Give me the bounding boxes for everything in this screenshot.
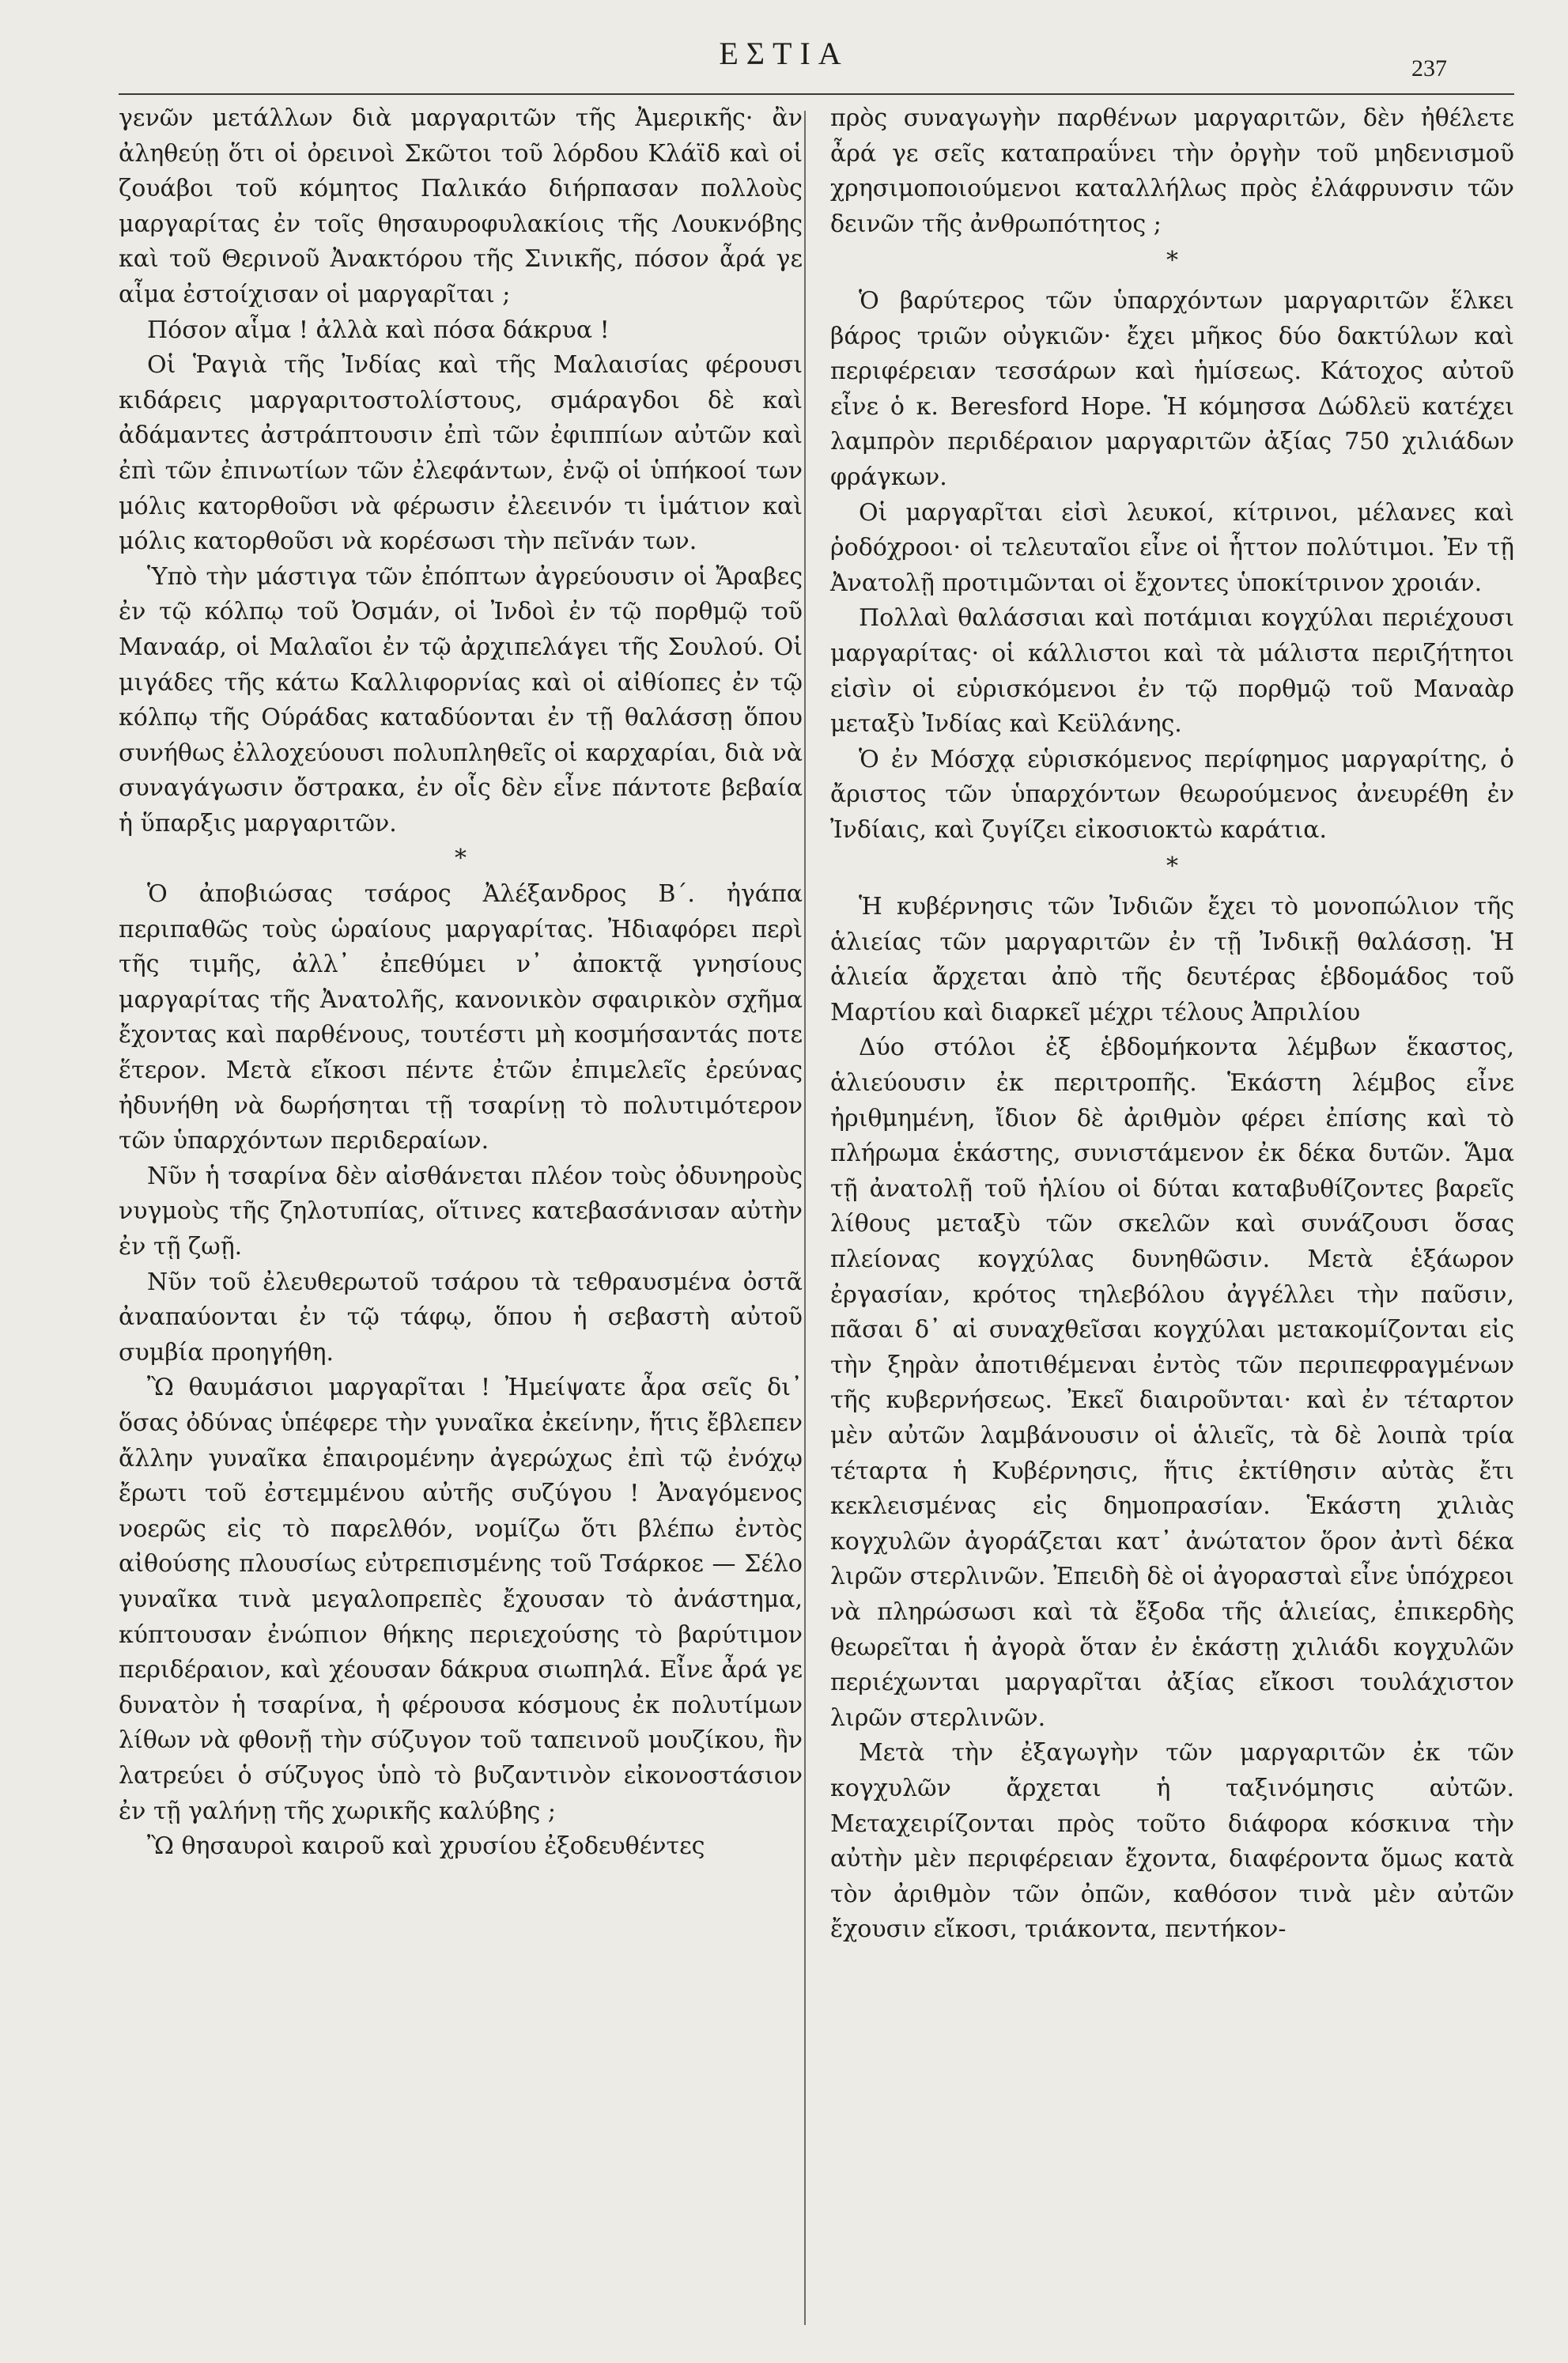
paragraph: Οἱ Ῥαγιὰ τῆς Ἰνδίας καὶ τῆς Μαλαισίας φέρουσι κιδάρεις μαργαριτοστολίστους, σμάραγδοι δὲ καὶ ἀδάμαντες ἀστράπτουσιν ἐπὶ τῶν ἐφιππίων αὐτῶν καὶ ἐπὶ τῶν ἐπινωτίων τῶν ἐλεφάντων, ἐνῷ οἱ ὑπήκοοί των μόλις κατορθοῦσι νὰ φέρωσιν ἐλεεινόν τι ἱμάτιον καὶ μόλις κατορθοῦσι νὰ κορέσωσι τὴν πεῖνάν των. [119,351,803,556]
right-column [830,101,1514,1948]
paragraph: Πολλαὶ θαλάσσιαι καὶ ποτάμιαι κογχύλαι περιέχουσι μαργαρίτας· οἱ κάλλιστοι καὶ τὰ μάλιστα περιζήτητοι εἰσὶν οἱ εὑρισκόμενοι ἐν τῷ πορθμῷ τοῦ Μαναὰρ μεταξὺ Ἰνδίας καὶ Κεϋλάνης. [830,604,1514,739]
paragraph: γενῶν μετάλλων διὰ μαργαριτῶν τῆς Ἀμερικῆς· ἂν ἀληθεύῃ ὅτι οἱ ὀρεινοὶ Σκῶτοι τοῦ λόρδου Κλάϊδ καὶ οἱ ζουάβοι τοῦ κόμητος Παλικάο διήρπασαν πολλοὺς μαργαρίτας ἐν τοῖς θησαυροφυλακίοις τῆς Λουκνόβης καὶ τοῦ Θερινοῦ Ἀνακτόρου τῆς Σινικῆς, πόσον ἆρά γε αἷμα ἐστοίχισαν οἱ μαργαρῖται ; [119,104,803,308]
header-rule [119,93,1514,95]
running-head-title: ΕΣΤΙΑ [719,36,849,71]
paragraph: Ὁ ἐν Μόσχᾳ εὑρισκόμενος περίφημος μαργαρίτης, ὁ ἄριστος τῶν ὑπαρχόντων θεωρούμενος ἀνευρέθη ἐν Ἰνδίαις, καὶ ζυγίζει εἰκοσιοκτὼ καράτια. [830,745,1514,844]
paragraph: Ὁ ἀποβιώσας τσάρος Ἀλέξανδρος Β΄. ἠγάπα περιπαθῶς τοὺς ὡραίους μαργαρίτας. Ἠδιαφόρει περὶ τῆς τιμῆς, ἀλλ᾽ ἐπεθύμει ν᾽ ἀποκτᾷ γνησίους μαργαρίτας τῆς Ἀνατολῆς, κανονικὸν σφαιρικὸν σχῆμα ἔχοντας καὶ παρθένους, τουτέστι μὴ κοσμήσαντάς ποτε ἕτερον. Μετὰ εἴκοσι πέντε ἐτῶν ἐπιμελεῖς ἐρεύνας ἠδυνήθη νὰ δωρήσηται τῇ τσαρίνῃ τὸ πολυτιμότερον τῶν ὑπαρχόντων περιδεραίων. [119,880,803,1155]
section-separator-asterisk: * [455,845,467,873]
section-separator-asterisk: * [1166,247,1178,275]
paragraph: Ὢ θησαυροὶ καιροῦ καὶ χρυσίου ἐξοδευθέντες [147,1832,705,1861]
column-divider [804,111,806,2325]
left-column [119,101,803,1865]
paragraph: Πόσον αἷμα ! ἀλλὰ καὶ πόσα δάκρυα ! [147,316,610,344]
paragraph: Δύο στόλοι ἐξ ἑβδομήκοντα λέμβων ἕκαστος, ἁλιεύουσιν ἐκ περιτροπῆς. Ἑκάστη λέμβος εἶνε ἠριθμημένη, ἴδιον δὲ ἀριθμὸν φέρει ἐπίσης καὶ τὸ πλήρωμα ἑκάστης, συνιστάμενον ἐκ δέκα δυτῶν. Ἅμα τῇ ἀνατολῇ τοῦ ἡλίου οἱ δύται καταβυθίζοντες βαρεῖς λίθους μεταξὺ τῶν σκελῶν καὶ συνάζουσι ὅσας πλείονας κογχύλας δυνηθῶσιν. Μετὰ ἑξάωρον ἐργασίαν, κρότος τηλεβόλου ἀγγέλλει τὴν παῦσιν, πᾶσαι δ᾽ αἱ συναχθεῖσαι κογχύλαι μετακομίζονται εἰς τὴν ξηρὰν ἀποτιθέμεναι ἐντὸς τῶν περιπεφραγμένων τῆς κυβερνήσεως. Ἐκεῖ διαιροῦνται· καὶ ἐν τέταρτον μὲν αὐτῶν λαμβάνουσιν οἱ ἁλιεῖς, τὰ δὲ λοιπὰ τρία τέταρτα ἡ Κυβέρνησις, ἥτις ἐκτίθησιν αὐτὰς ἔτι κεκλεισμένας εἰς δημοπρασίαν. Ἑκάστη χιλιὰς κογχυλῶν ἀγοράζεται κατ᾽ ἀνώτατον ὅρον ἀντὶ δέκα λιρῶν στερλινῶν. Ἐπειδὴ δὲ οἱ ἀγορασταὶ εἶνε ὑπόχρεοι νὰ πληρώσωσι καὶ τὰ ἔξοδα τῆς ἁλιείας, ἐπικερδὴς θεωρεῖται ἡ ἀγορὰ ὅταν ἐν ἑκάστῃ χιλιάδι κογχυλῶν περιέχωνται μαργαρῖται ἀξίας εἴκοσι τουλάχιστον λιρῶν στερλινῶν. [830,1034,1514,1732]
paragraph: Νῦν τοῦ ἐλευθερωτοῦ τσάρου τὰ τεθραυσμένα ὀστᾶ ἀναπαύονται ἐν τῷ τάφῳ, ὅπου ἡ σεβαστὴ αὐτοῦ συμβία προηγήθη. [119,1268,803,1367]
section-separator-asterisk: * [1166,853,1178,881]
paragraph: Οἱ μαργαρῖται εἰσὶ λευκοί, κίτρινοι, μέλανες καὶ ῥοδόχροοι· οἱ τελευταῖοι εἶνε οἱ ἧττον πολύτιμοι. Ἐν τῇ Ἀνατολῇ προτιμῶνται οἱ ἔχοντες ὑποκίτρινον χροιάν. [830,498,1514,597]
paragraph: πρὸς συναγωγὴν παρθένων μαργαριτῶν, δὲν ἠθέλετε ἆρά γε σεῖς καταπραΰνει τὴν ὀργὴν τοῦ μηδενισμοῦ χρησιμοποιούμενοι καταλλήλως πρὸς ἐλάφρυνσιν τῶν δεινῶν τῆς ἀνθρωπότητος ; [830,104,1514,238]
paragraph: Νῦν ἡ τσαρίνα δὲν αἰσθάνεται πλέον τοὺς ὀδυνηροὺς νυγμοὺς τῆς ζηλοτυπίας, οἵτινες κατεβασάνισαν αὐτὴν ἐν τῇ ζωῇ. [119,1162,803,1261]
paragraph: Ἡ κυβέρνησις τῶν Ἰνδιῶν ἔχει τὸ μονοπώλιον τῆς ἁλιείας τῶν μαργαριτῶν ἐν τῇ Ἰνδικῇ θαλάσσῃ. Ἡ ἁλιεία ἄρχεται ἀπὸ τῆς δευτέρας ἑβδομάδος τοῦ Μαρτίου καὶ διαρκεῖ μέχρι τέλους Ἀπριλίου [830,893,1514,1026]
paragraph: Ὢ θαυμάσιοι μαργαρῖται ! Ἠμείψατε ἆρα σεῖς δι᾽ ὅσας ὀδύνας ὑπέφερε τὴν γυναῖκα ἐκείνην, ἥτις ἔβλεπεν ἄλλην γυναῖκα ἐπαιρομένην ἀγερώχως ἐπὶ τῷ ἐνόχῳ ἔρωτι τοῦ ἐστεμμένου αὐτῆς συζύγου ! Ἀναγόμενος νοερῶς εἰς τὸ παρελθόν, νομίζω ὅτι βλέπω ἐντὸς αἰθούσης πλουσίως εὐτρεπισμένης τοῦ Τσάρκοε — Σέλο γυναῖκα τινὰ μεγαλοπρεπὲς ἔχουσαν τὸ ἀνάστημα, κύπτουσαν ἐνώπιον θήκης περιεχούσης τὸ βαρύτιμον περιδέραιον, καὶ χέουσαν δάκρυα σιωπηλά. Εἶνε ἆρά γε δυνατὸν ἡ τσαρίνα, ἡ φέρουσα κόσμους ἐκ πολυτίμων λίθων νὰ φθονῇ τὴν σύζυγον τοῦ ταπεινοῦ μουζίκου, ἣν λατρεύει ὁ σύζυγος ὑπὸ τὸ βυζαντινὸν εἰκονοστάσιον ἐν τῇ γαλήνῃ τῆς χωρικῆς καλύβης ; [119,1374,803,1825]
paragraph: Ὁ βαρύτερος τῶν ὑπαρχόντων μαργαριτῶν ἕλκει βάρος τριῶν οὐγκιῶν· ἔχει μῆκος δύο δακτύλων καὶ περιφέρειαν τεσσάρων καὶ ἡμίσεως. Κάτοχος αὐτοῦ εἶνε ὁ κ. Beresford Hope. Ἡ κόμησσα Δώδλεϋ κατέχει λαμπρὸν περιδέραιον μαργαριτῶν ἀξίας 750 χιλιάδων φράγκων. [830,286,1514,491]
paragraph: Μετὰ τὴν ἐξαγωγὴν τῶν μαργαριτῶν ἐκ τῶν κογχυλῶν ἄρχεται ἡ ταξινόμησις αὐτῶν. Μεταχειρίζονται πρὸς τοῦτο διάφορα κόσκινα τὴν αὐτὴν μὲν περιφέρειαν ἔχοντα, διαφέροντα ὅμως κατὰ τὸν ἀριθμὸν τῶν ὀπῶν, καθόσον τινὰ μὲν αὐτῶν ἔχουσιν εἴκοσι, τριάκοντα, πεντήκον- [830,1739,1514,1944]
page-number: 237 [1411,55,1447,81]
paragraph: Ὑπὸ τὴν μάστιγα τῶν ἐπόπτων ἀγρεύουσιν οἱ Ἄραβες ἐν τῷ κόλπῳ τοῦ Ὀσμάν, οἱ Ἰνδοὶ ἐν τῷ πορθμῷ τοῦ Μαναάρ, οἱ Μαλαῖοι ἐν τῷ ἀρχιπελάγει τῆς Σουλού. Οἱ μιγάδες τῆς κάτω Καλλιφορνίας καὶ οἱ αἰθίοπες ἐν τῷ κόλπῳ τῆς Ούράδας καταδύονται ἐν τῇ θαλάσσῃ ὅπου συνήθως ἐλλοχεύουσι πολυπληθεῖς οἱ καρχαρίαι, διὰ νὰ συναγάγωσιν ὄστρακα, ἐν οἷς δὲν εἶνε πάντοτε βεβαία ἡ ὕπαρξις μαργαριτῶν. [119,562,803,837]
